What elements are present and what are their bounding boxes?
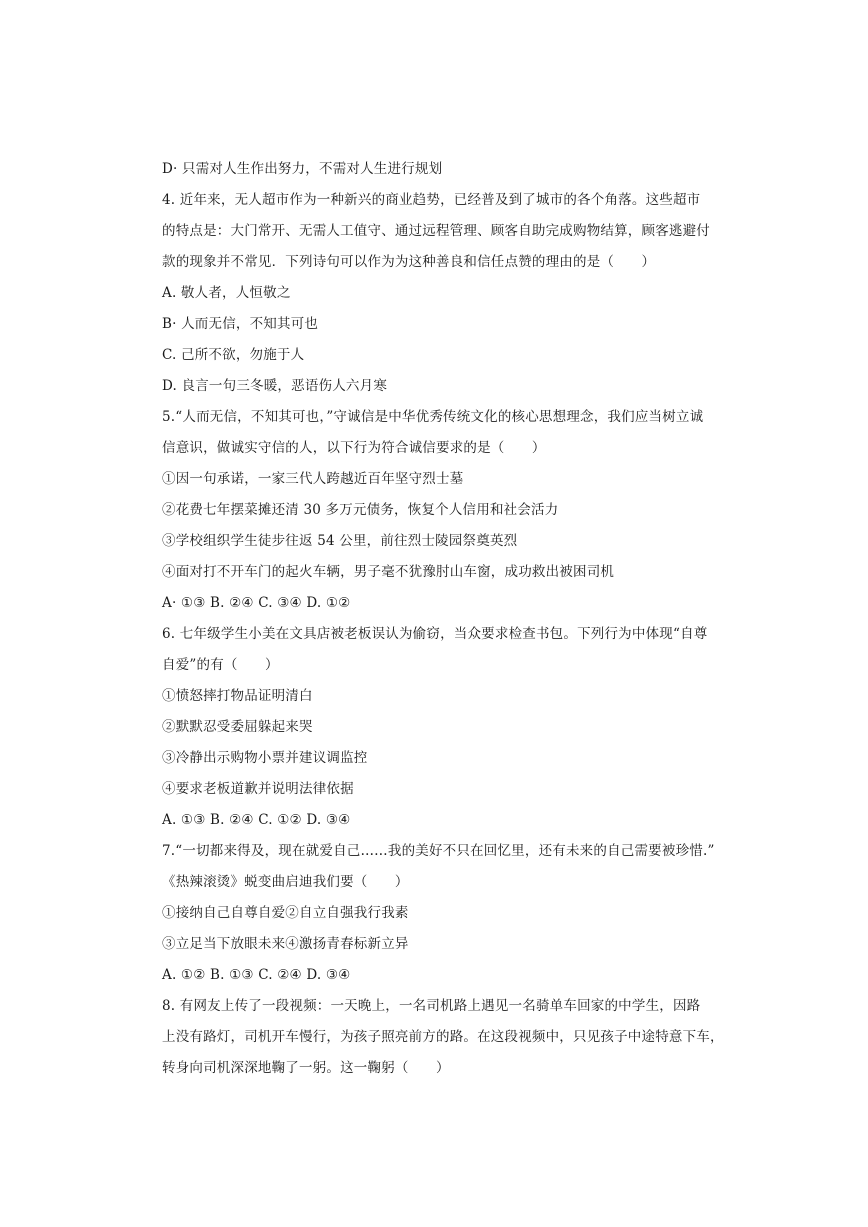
answer-options: A. ①③ B. ②④ C. ①② D. ③④ — [162, 812, 351, 828]
text-line: 款的现象并不常见．下列诗句可以作为为这种善良和信任点赞的理由的是（ ） — [162, 254, 656, 270]
question-text-block — [162, 154, 724, 1084]
option-c: C. 己所不欲，勿施于人 — [162, 347, 305, 363]
text-line: D· 只需对人生作出努力，不需对人生进行规划 — [162, 161, 443, 177]
text-line: 《热辣滚烫》蜕变曲启迪我们要（ ） — [162, 874, 409, 890]
statement-2: ②花费七年摆菜摊还清 30 多万元债务，恢复个人信用和社会活力 — [162, 502, 559, 518]
statement-3: ③学校组织学生徒步往返 54 公里，前往烈士陵园祭奠英烈 — [162, 533, 518, 549]
statement-4: ④面对打不开车门的起火车辆，男子毫不犹豫肘山车窗，成功救出被困司机 — [162, 564, 615, 580]
statement-3: ③冷静出示购物小票并建议调监控 — [162, 750, 368, 766]
question-6-stem: 6. 七年级学生小美在文具店被老板误认为偷窃，当众要求检查书包。下列行为中体现“自尊 — [162, 626, 708, 642]
statement-1: ①愤怒摔打物品证明清白 — [162, 688, 313, 704]
statement-3-4: ③立足当下放眼未来④激扬青春标新立异 — [162, 936, 409, 952]
statement-2: ②默默忍受委屈躲起来哭 — [162, 719, 313, 735]
option-b: B· 人而无信，不知其可也 — [162, 316, 319, 332]
question-8-stem: 8. 有网友上传了一段视频：一天晚上，一名司机路上遇见一名骑单车回家的中学生，因路 — [162, 998, 701, 1014]
text-line: 的特点是：大门常开、无需人工值守、通过远程管理、顾客自助完成购物结算，顾客逃避付 — [162, 223, 710, 239]
text-line: 转身向司机深深地鞠了一躬。这一鞠躬（ ） — [162, 1060, 450, 1076]
text-line: 信意识，做诚实守信的人，以下行为符合诚信要求的是（ ） — [162, 440, 546, 456]
question-7-stem: 7.“一切都来得及，现在就爱自己……我的美好不只在回忆里，还有未来的自己需要被珍惜.” — [162, 843, 715, 859]
option-a: A. 敬人者，人恒敬之 — [162, 285, 291, 301]
answer-options: A. ①② B. ①③ C. ②④ D. ③④ — [162, 967, 351, 983]
statement-1: ①因一句承诺，一家三代人跨越近百年坚守烈士墓 — [162, 471, 464, 487]
text-line: 上没有路灯，司机开车慢行，为孩子照亮前方的路。在这段视频中，只见孩子中途特意下车， — [162, 1029, 724, 1045]
question-5-stem: 5.“人而无信，不知其可也，”守诚信是中华优秀传统文化的核心思想理念，我们应当树立诚 — [162, 409, 704, 425]
answer-options: A· ①③ B. ②④ C. ③④ D. ①② — [162, 595, 351, 611]
question-4-stem: 4. 近年来，无人超市作为一种新兴的商业趋势，已经普及到了城市的各个角落。这些超市 — [162, 192, 701, 208]
text-line: 自爱”的有（ ） — [162, 657, 279, 673]
statement-4: ④要求老板道歉并说明法律依据 — [162, 781, 354, 797]
statement-1-2: ①接纳自己自尊自爱②自立自强我行我素 — [162, 905, 409, 921]
option-d: D. 良言一句三冬暖，恶语伤人六月寒 — [162, 378, 388, 394]
